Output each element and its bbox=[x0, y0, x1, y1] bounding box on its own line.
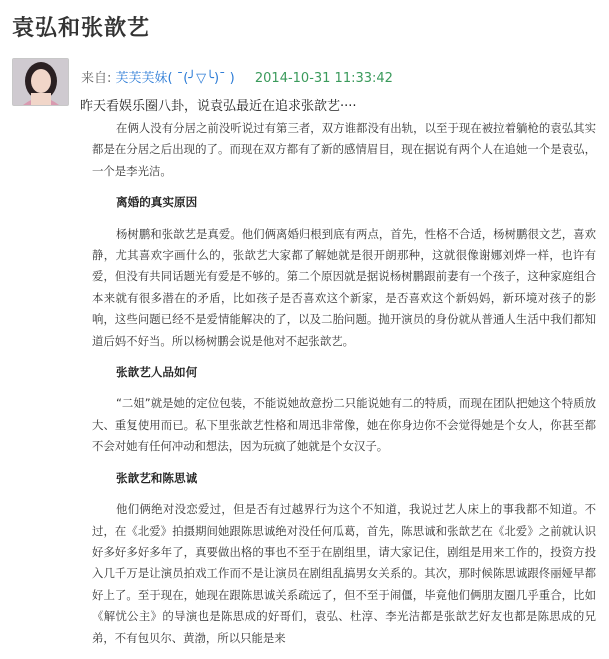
article-paragraph: 杨树鹏和张歆艺是真爱。他们俩离婚归根到底有两点，首先，性格不合适，杨树鹏很文艺，喜欢静，尤其喜欢字画什么的，张歆艺大家都了解她就是很开朗那种，这就很像谢娜刘烨一样，也许有爱，但没有共同话题光有爱是不够的。第二个原因就是据说杨树鹏跟前妻有一个孩子，这种家庭组合本来就有很多潜在的矛盾，比如孩子是否喜欢这个新家，是否喜欢这个新妈妈，新环境对孩子的影响，这些问题已经不是爱情能解决的了，以及二胎问题。抛开演员的身份就从普通人生活中我们都知道后妈不好当。所以杨树鹏会说是他对不起张歆艺。 bbox=[92, 226, 596, 348]
post-meta bbox=[81, 67, 393, 86]
section-heading: 张歆艺和陈思诚 bbox=[116, 470, 198, 485]
article-paragraph: 他们俩绝对没恋爱过，但是否有过越界行为这个不知道，我说过艺人床上的事我都不知道。不过，在《北爱》拍摄期间她跟陈思诚绝对没任何瓜葛，首先，陈思诚和张歆艺在《北爱》之前就认识好多好多好多年了，真要做出格的事也不至于在剧组里，请大家记住，剧组是用来工作的，投资方投入几千万是让演员拍戏工作而不是让演员在剧组乱搞男女关系的。其次，那时候陈思诚跟佟丽娅早都好上了。至于现在，她现在跟陈思诚关系疏远了，但不至于闹僵，毕竟他们俩朋友圈几乎重合，比如《解忧公主》的导演也是陈思成的好哥们，袁弘、杜淳、李光洁都是张歆艺好友也都是陈思成的兄弟，不有包贝尔、黄渤，所以只能是来 bbox=[92, 502, 596, 645]
post-timestamp: 2014-10-31 11:33:42 bbox=[254, 71, 393, 86]
section-heading: 张歆艺人品如何 bbox=[116, 365, 198, 380]
page-title: 袁弘和张歆艺 bbox=[12, 16, 151, 41]
article-body bbox=[92, 118, 596, 659]
from-label: 来自: bbox=[81, 71, 112, 86]
section-heading: 离婚的真实原因 bbox=[116, 195, 198, 210]
avatar-image bbox=[13, 59, 68, 105]
author-link[interactable]: 芙芙芙妹( ˉ(╯▽╰)ˉ ) bbox=[115, 71, 235, 86]
post-intro: 昨天看娱乐圈八卦，说袁弘最近在追求张歆艺···· bbox=[80, 99, 357, 114]
avatar[interactable] bbox=[12, 58, 69, 106]
article-paragraph: 在俩人没有分居之前没听说过有第三者，双方谁都没有出轨，以至于现在被拉着躺枪的袁弘其实都是在分居之后出现的了。而现在双方都有了新的感情眉目，现在据说有两个人在追她一个是袁弘，一个是李光洁。 bbox=[92, 121, 596, 178]
article-paragraph: “二姐”就是她的定位包装，不能说她故意扮二只能说她有二的特质，而现在团队把她这个特质放大、重复使用而已。私下里张歆艺性格和周迅非常像，她在你身边你不会觉得她是个女人，你甚至都不会对她有任何冲动和想法，因为玩疯了她就是个女汉子。 bbox=[92, 396, 596, 454]
